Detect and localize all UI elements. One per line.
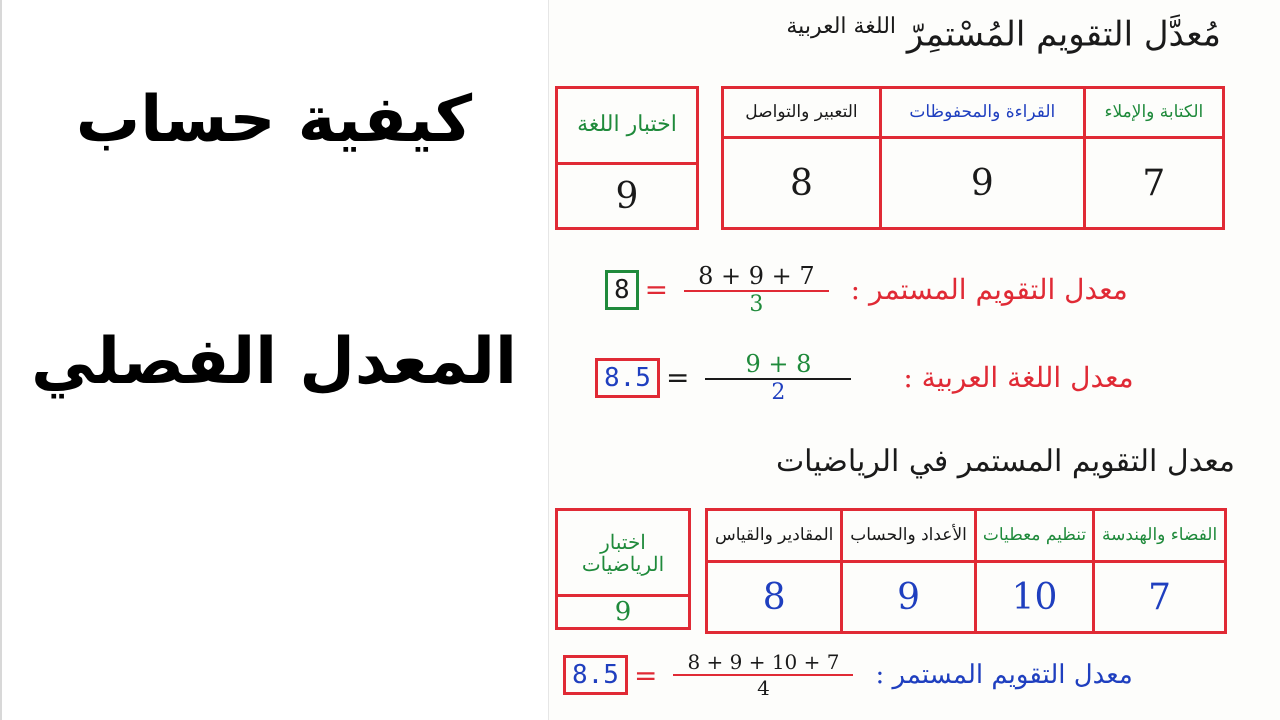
header-numbers-calculation: الأعداد والحساب <box>842 510 975 562</box>
formula-label: معدل اللغة العربية : <box>903 361 1134 394</box>
denominator: 3 <box>749 292 764 317</box>
value-numbers: 9 <box>842 562 975 633</box>
title-line-2: المعدل الفصلي <box>31 325 517 399</box>
header-arabic-exam: اختبار اللغة <box>557 88 698 164</box>
math-grades-table <box>705 508 1227 634</box>
header-main: مُعدَّل التقويم المُسْتمِرّ <box>906 14 1221 55</box>
header-math-exam: اختبار الرياضيات <box>557 510 690 596</box>
value-quantities: 8 <box>707 562 842 633</box>
numerator: 8 + 9 + 10 + 7 <box>687 650 840 674</box>
formula-label: معدل التقويم المستمر : <box>875 660 1133 690</box>
header-data-organization: تنظيم معطيات <box>975 510 1093 562</box>
denominator: 2 <box>771 380 786 405</box>
value-geometry: 7 <box>1094 562 1226 633</box>
fraction <box>673 650 853 700</box>
header-reading-memorization: القراءة والمحفوظات <box>880 88 1084 138</box>
result-box: 8.5 <box>595 358 660 398</box>
header-space-geometry: الفضاء والهندسة <box>1094 510 1226 562</box>
value-reading: 9 <box>880 138 1084 229</box>
denominator: 4 <box>757 676 770 700</box>
math-heading: معدل التقويم المستمر في الرياضيات <box>775 444 1235 479</box>
header-subject: اللغة العربية <box>786 14 897 39</box>
formula-continuous-assessment-math: 8.5 = $\frac{8 + 9 + 10 + 7}{4}$ معدل التقويم المستمر : <box>563 650 1133 700</box>
numerator: 9 + 8 <box>745 350 812 378</box>
handwritten-paper <box>548 0 1280 720</box>
result-box: 8.5 <box>563 655 628 695</box>
value-arabic-exam: 9 <box>557 164 698 229</box>
formula-arabic-average: 8.5 = $\frac{9 + 8}{2}$ معدل اللغة العربية : <box>595 350 1134 405</box>
arabic-exam-table <box>555 86 699 230</box>
math-exam-table <box>555 508 691 630</box>
arabic-grades-table <box>721 86 1225 230</box>
header-quantities-measurement: المقادير والقياس <box>707 510 842 562</box>
fraction <box>705 350 851 405</box>
numerator: 8 + 9 + 7 <box>698 262 815 290</box>
value-writing: 7 <box>1084 138 1223 229</box>
result-box: 8 <box>605 270 639 310</box>
formula-label: معدل التقويم المستمر : <box>850 273 1128 306</box>
value-data: 10 <box>975 562 1093 633</box>
header-writing-dictation: الكتابة والإملاء <box>1084 88 1223 138</box>
paper-header <box>776 14 1221 54</box>
value-math-exam: 9 <box>557 596 690 629</box>
value-expression: 8 <box>723 138 881 229</box>
thumbnail-title-panel <box>0 0 548 720</box>
fraction <box>684 262 829 317</box>
header-expression-communication: التعبير والتواصل <box>723 88 881 138</box>
formula-continuous-assessment-arabic: 8 = $\frac{8 + 9 + 7}{3}$ معدل التقويم المستمر : <box>605 262 1128 317</box>
title-line-1: كيفية حساب <box>75 83 473 157</box>
